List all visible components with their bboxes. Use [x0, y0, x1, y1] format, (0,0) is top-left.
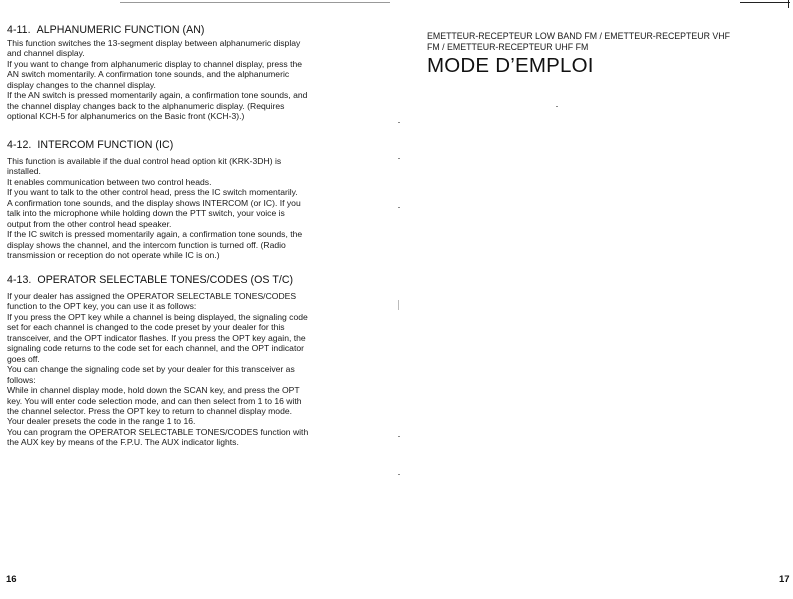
section-alphanumeric-function [7, 24, 367, 122]
body-line: This function is available if the dual control head option kit (KRK-3DH) is [7, 156, 282, 166]
right-page [398, 0, 793, 599]
right-page-header [427, 31, 777, 77]
body-line: While in channel display mode, hold down the SCAN key, and press the OPT [7, 385, 300, 396]
body-line: It enables communication between two control heads. [7, 176, 212, 187]
page-title: MODE D’EMPLOI [427, 54, 594, 77]
body-line: signaling code returns to the code set for each channel, and the OPT indicator [7, 343, 304, 354]
section-heading [7, 139, 367, 152]
body-line: AN switch momentarily. A confirmation tone sounds, and the alphanumeric [7, 69, 290, 80]
body-line: If your dealer has assigned the OPERATOR SELECTABLE TONES/CODES [7, 291, 297, 301]
section-body [7, 38, 367, 122]
body-line: If you press the OPT key while a channel is being displayed, the signaling code [7, 311, 308, 322]
body-line: set for each channel is changed to the code preset by your dealer for this [7, 322, 285, 333]
body-line: installed. [7, 166, 41, 177]
section-title: ALPHANUMERIC FUNCTION (AN) [36, 24, 205, 36]
section-heading [7, 24, 367, 37]
body-line: and channel display. [7, 48, 85, 59]
section-number: 4-13. [7, 274, 32, 286]
body-line: If the AN switch is pressed momentarily again, a confirmation tone sounds, and [7, 90, 308, 101]
body-line: the AUX key by means of the F.P.U. The AUX indicator lights. [7, 437, 239, 448]
body-line: If you want to talk to the other control head, press the IC switch momentarily. [7, 187, 298, 198]
section-operator-selectable-tones [7, 274, 367, 448]
scan-speck [398, 207, 400, 208]
body-line: You can change the signaling code set by your dealer for this transceiver as [7, 364, 295, 375]
scan-speck [398, 474, 400, 475]
scan-speck [398, 436, 400, 437]
subtitle-line: FM / EMETTEUR-RECEPTEUR UHF FM [427, 42, 589, 52]
body-line: transceiver, and the OPT indicator flashes. If you press the OPT key again, the [7, 332, 306, 343]
scan-speck [556, 106, 558, 107]
section-heading [7, 274, 367, 287]
section-body [7, 291, 367, 448]
body-line: If the IC switch is pressed momentarily again, a confirmation tone sounds, the [7, 229, 303, 240]
body-line: optional KCH-5 for alphanumerics on the Basic front (KCH-3).) [7, 111, 245, 122]
body-line: the channel selector. Press the OPT key to return to channel display mode. [7, 405, 293, 416]
body-line: This function switches the 13-segment display between alphanumeric display [7, 38, 301, 48]
section-title: OPERATOR SELECTABLE TONES/CODES (OS T/C) [37, 274, 294, 286]
page-number-right: 17 [779, 574, 790, 585]
body-line: key. You will enter code selection mode, and can then select from 1 to 16 with [7, 395, 302, 406]
body-line: transmission or reception do not operate while IC is on.) [7, 250, 220, 261]
subtitle-line: EMETTEUR-RECEPTEUR LOW BAND FM / EMETTEUR-RECEPTEUR VHF [427, 31, 731, 41]
body-line: follows: [7, 374, 36, 385]
section-title: INTERCOM FUNCTION (IC) [37, 139, 174, 151]
section-number: 4-12. [7, 139, 32, 151]
body-line: A confirmation tone sounds, and the display shows INTERCOM (or IC). If you [7, 197, 301, 208]
body-line: display shows the channel, and the intercom function is turned off. (Radio [7, 239, 286, 250]
body-line: talk into the microphone while holding down the PTT switch, your voice is [7, 208, 285, 219]
body-line: output from the other control head speaker. [7, 218, 172, 229]
scan-speck [398, 122, 400, 123]
section-body [7, 156, 367, 261]
scan-gutter-mark [398, 300, 399, 310]
body-line: display changes to the channel display. [7, 79, 156, 90]
section-intercom-function [7, 139, 367, 261]
body-line: You can program the OPERATOR SELECTABLE TONES/CODES function with [7, 426, 309, 437]
body-line: function to the OPT key, you can use it as follows: [7, 301, 197, 312]
body-line: If you want to change from alphanumeric display to channel display, press the [7, 58, 303, 69]
page-number-left: 16 [6, 574, 17, 585]
body-line: the channel display changes back to the alphanumeric display. (Requires [7, 100, 285, 111]
body-line: Your dealer presets the code in the range 1 to 16. [7, 416, 196, 427]
body-line: goes off. [7, 353, 40, 364]
scan-speck [398, 158, 400, 159]
section-number: 4-11. [7, 24, 31, 36]
